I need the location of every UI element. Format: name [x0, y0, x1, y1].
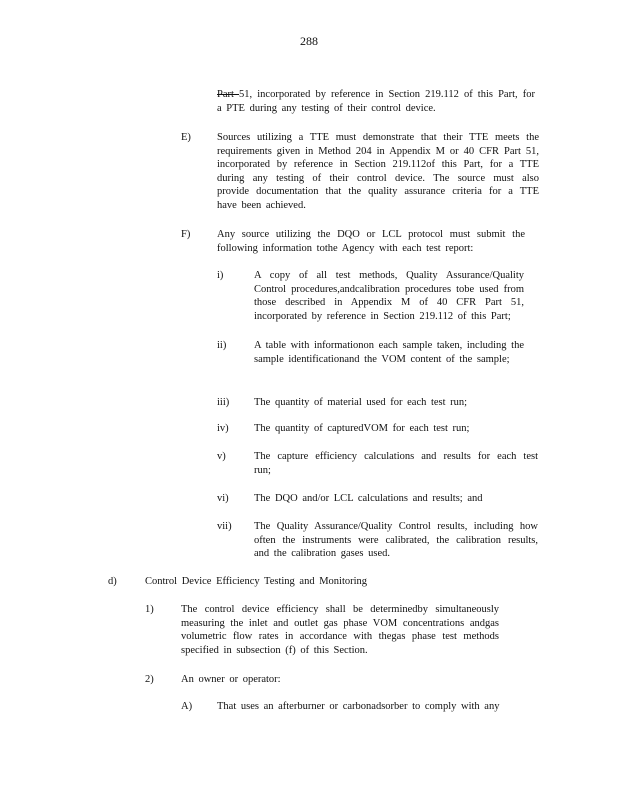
struck-text: Part — [217, 89, 240, 100]
subitem-ii-label: ii) — [217, 340, 227, 351]
subitem-vi-text: The DQO and/or LCL calculations and results; and — [254, 493, 483, 504]
item-2-text: An owner or operator: — [181, 674, 281, 685]
item-e-text: Sources utilizing a TTE must demonstrate that their TTE meets the requirements given in Method 204 in Appendix M or 40 CFR Part 51, incorporated by reference in Section 219.112of this Part, for a TTE during any testing of their control device. The source must also provide documentation that the quality assurance criteria for a TTE have been achieved. — [217, 132, 539, 211]
subitem-v-text: The capture efficiency calculations and results for each test run; — [254, 451, 538, 476]
subitem-i-text: A copy of all test methods, Quality Assurance/Quality Control procedures,andcalibration procedures tobe used from those described in Appendix M of 40 CFR Part 51, incorporated by reference in Section 219.112 of this Part; — [254, 270, 524, 322]
subitem-v-label: v) — [217, 451, 226, 462]
item-f-label: F) — [181, 229, 191, 240]
subitem-vi-label: vi) — [217, 493, 229, 504]
item-1-label: 1) — [145, 604, 154, 615]
subitem-iii-label: iii) — [217, 397, 230, 408]
subitem-iv-text: The quantity of capturedVOM for each test run; — [254, 423, 470, 434]
subitem-vii-text: The Quality Assurance/Quality Control results, including how often the instruments were calibrated, the calibration results, and the calibration gases used. — [254, 521, 538, 560]
item-2-label: 2) — [145, 674, 154, 685]
item-e-label: E) — [181, 132, 191, 143]
section-d-heading: Control Device Efficiency Testing and Monitoring — [145, 576, 368, 587]
item-f-text: Any source utilizing the DQO or LCL protocol must submit the following information tothe Agency with each test report: — [217, 229, 525, 254]
subitem-iv-label: iv) — [217, 423, 229, 434]
continuation-paragraph — [217, 88, 535, 115]
item-a-text: That uses an afterburner or carbonadsorber to comply with any — [217, 701, 500, 712]
page-number: 288 — [300, 34, 318, 48]
continuation-text: 51, incorporated by reference in Section 219.112 of this Part, for a PTE during any testing of their control device. — [217, 89, 535, 114]
item-1-text: The control device efficiency shall be determinedby simultaneously measuring the inlet and outlet gas phase VOM concentrations andgas volumetric flow rates in accordance with thegas phase test methods specified in subsection (f) of this Section. — [181, 604, 499, 656]
subitem-i-label: i) — [217, 270, 224, 281]
section-d-label: d) — [108, 576, 117, 587]
subitem-iii-text: The quantity of material used for each test run; — [254, 397, 468, 408]
subitem-ii-text: A table with informationon each sample taken, including the sample identificationand the VOM content of the sample; — [254, 340, 524, 365]
subitem-vii-label: vii) — [217, 521, 232, 532]
item-a-label: A) — [181, 701, 193, 712]
